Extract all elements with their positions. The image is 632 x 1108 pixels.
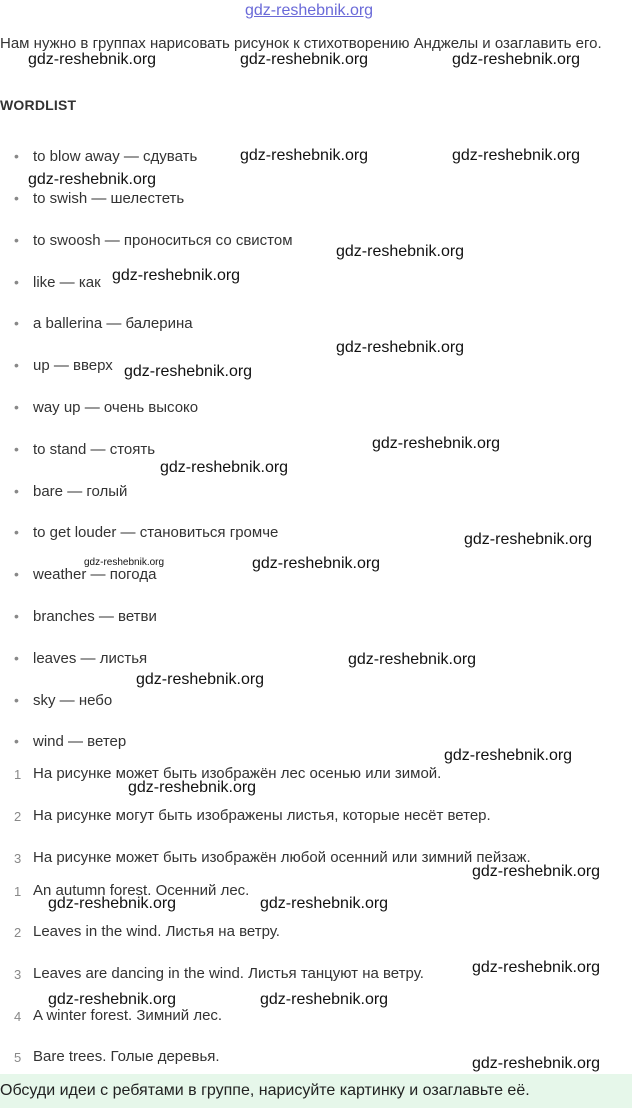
wordlist-item: sky — небо bbox=[33, 692, 113, 709]
bullet-icon: • bbox=[14, 399, 19, 415]
watermark: gdz-reshebnik.org bbox=[472, 863, 601, 880]
title-item: Bare trees. Голые деревья. bbox=[33, 1048, 220, 1065]
list-number: 5 bbox=[14, 1050, 22, 1065]
intro-text: Нам нужно в группах нарисовать рисунок к стихотворению Анджелы и озаглавить его. bbox=[0, 35, 602, 52]
footer-instruction: Обсуди идеи с ребятами в группе, нарисуйте картинку и озаглавьте её. bbox=[0, 1074, 632, 1108]
bullet-icon: • bbox=[14, 650, 19, 666]
wordlist-item: branches — ветви bbox=[33, 608, 157, 625]
idea-item: На рисунке может быть изображён лес осенью или зимой. bbox=[33, 765, 442, 782]
title-item: Leaves in the wind. Листья на ветру. bbox=[33, 923, 280, 940]
bullet-icon: • bbox=[14, 148, 19, 164]
wordlist-title: WORDLIST bbox=[0, 97, 77, 113]
watermark: gdz-reshebnik.org bbox=[28, 51, 157, 68]
bullet-icon: • bbox=[14, 357, 19, 373]
watermark: gdz-reshebnik.org bbox=[48, 895, 177, 912]
watermark: gdz-reshebnik.org bbox=[112, 267, 241, 284]
bullet-icon: • bbox=[14, 274, 19, 290]
watermark: gdz-reshebnik.org bbox=[464, 531, 593, 548]
site-header-link[interactable]: gdz-reshebnik.org bbox=[245, 2, 374, 19]
watermark: gdz-reshebnik.org bbox=[160, 459, 289, 476]
wordlist-item: like — как bbox=[33, 274, 101, 291]
wordlist-item: to blow away — сдувать bbox=[33, 148, 198, 165]
wordlist-item: to get louder — становиться громче bbox=[33, 524, 279, 541]
wordlist-item: way up — очень высоко bbox=[33, 399, 199, 416]
wordlist-item: a ballerina — балерина bbox=[33, 315, 193, 332]
wordlist-item: wind — ветер bbox=[33, 733, 127, 750]
bullet-icon: • bbox=[14, 441, 19, 457]
list-number: 3 bbox=[14, 967, 22, 982]
watermark: gdz-reshebnik.org bbox=[444, 747, 573, 764]
bullet-icon: • bbox=[14, 566, 19, 582]
bullet-icon: • bbox=[14, 608, 19, 624]
wordlist-item: to swoosh — проноситься со свистом bbox=[33, 232, 293, 249]
list-number: 4 bbox=[14, 1009, 22, 1024]
bullet-icon: • bbox=[14, 190, 19, 206]
title-item: Leaves are dancing in the wind. Листья танцуют на ветру. bbox=[33, 965, 424, 982]
bullet-icon: • bbox=[14, 524, 19, 540]
bullet-icon: • bbox=[14, 483, 19, 499]
wordlist-item: to swish — шелестеть bbox=[33, 190, 185, 207]
list-number: 2 bbox=[14, 809, 22, 824]
idea-item: На рисунке может быть изображён любой осенний или зимний пейзаж. bbox=[33, 849, 531, 866]
watermark: gdz-reshebnik.org bbox=[84, 557, 165, 568]
watermark: gdz-reshebnik.org bbox=[124, 363, 253, 380]
watermark: gdz-reshebnik.org bbox=[336, 243, 465, 260]
watermark: gdz-reshebnik.org bbox=[28, 171, 157, 188]
title-item: A winter forest. Зимний лес. bbox=[33, 1007, 223, 1024]
watermark: gdz-reshebnik.org bbox=[240, 51, 369, 68]
list-number: 1 bbox=[14, 884, 22, 899]
watermark: gdz-reshebnik.org bbox=[252, 555, 381, 572]
bullet-icon: • bbox=[14, 733, 19, 749]
list-number: 3 bbox=[14, 851, 22, 866]
watermark: gdz-reshebnik.org bbox=[240, 147, 369, 164]
title-item: An autumn forest. Осенний лес. bbox=[33, 882, 250, 899]
watermark: gdz-reshebnik.org bbox=[348, 651, 477, 668]
wordlist-item: leaves — листья bbox=[33, 650, 148, 667]
watermark: gdz-reshebnik.org bbox=[260, 895, 389, 912]
list-number: 1 bbox=[14, 767, 22, 782]
watermark: gdz-reshebnik.org bbox=[128, 779, 257, 796]
watermark: gdz-reshebnik.org bbox=[452, 147, 581, 164]
watermark: gdz-reshebnik.org bbox=[260, 991, 389, 1008]
list-number: 2 bbox=[14, 925, 22, 940]
wordlist-item: to stand — стоять bbox=[33, 441, 156, 458]
idea-item: На рисунке могут быть изображены листья, которые несёт ветер. bbox=[33, 807, 491, 824]
bullet-icon: • bbox=[14, 692, 19, 708]
bullet-icon: • bbox=[14, 232, 19, 248]
wordlist-item: weather — погода bbox=[33, 566, 157, 583]
watermark: gdz-reshebnik.org bbox=[136, 671, 265, 688]
watermark: gdz-reshebnik.org bbox=[48, 991, 177, 1008]
watermark: gdz-reshebnik.org bbox=[372, 435, 501, 452]
watermark: gdz-reshebnik.org bbox=[472, 959, 601, 976]
watermark: gdz-reshebnik.org bbox=[472, 1055, 601, 1072]
watermark: gdz-reshebnik.org bbox=[452, 51, 581, 68]
wordlist-item: up — вверх bbox=[33, 357, 113, 374]
bullet-icon: • bbox=[14, 315, 19, 331]
wordlist-item: bare — голый bbox=[33, 483, 128, 500]
watermark: gdz-reshebnik.org bbox=[336, 339, 465, 356]
